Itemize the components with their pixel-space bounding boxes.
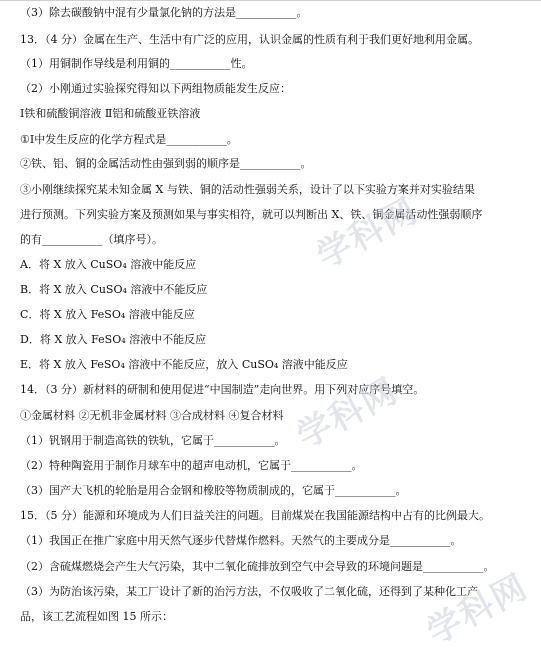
option-d: D．将 X 放入 FeSO₄ 溶液中不能反应 xyxy=(20,333,207,346)
watermark-1: 学科网 xyxy=(310,190,425,277)
option-e: E．将 X 放入 FeSO₄ 溶液中不能反应，放入 CuSO₄ 溶液中能反应 xyxy=(20,358,348,371)
q14-part3: （3）国产大飞机的轮胎是用合金钢和橡胶等物质制成的，它属于___________。 xyxy=(20,484,407,497)
q14-part1: （1）钒钢用于制造高铁的铁轨，它属于___________。 xyxy=(20,434,286,447)
q13-sub3-line1: ③小刚继续探究某未知金属 X 与铁、铜的活动性强弱关系，设计了以下实验方案并对实验结果 xyxy=(20,183,475,196)
q15-stem: 15．（5 分）能源和环境成为人们日益关注的问题。目前煤炭在我国能源结构中占有的比例最大。 xyxy=(20,509,490,522)
q13-sub1: ①Ⅰ中发生反应的化学方程式是___________。 xyxy=(20,133,238,146)
watermark-3: 学科网 xyxy=(420,566,535,653)
q13-part1: （1）用铜制作导线是利用铜的___________性。 xyxy=(20,57,253,70)
q13-sub2: ②铁、铝、铜的金属活动性由强到弱的顺序是___________。 xyxy=(20,157,312,170)
q13-stem: 13．（4 分）金属在生产、生活中有广泛的应用，认识金属的性质有利于我们更好地利用金属。 xyxy=(20,33,479,46)
q12-part3: （3）除去碳酸钠中混有少量氯化钠的方法是___________。 xyxy=(20,6,308,19)
option-c: C．将 X 放入 FeSO₄ 溶液中能反应 xyxy=(20,308,195,321)
watermark-2: 学科网 xyxy=(290,370,405,457)
q14-stem: 14．（3 分）新材料的研制和使用促进“中国制造”走向世界。用下列对应序号填空。 xyxy=(20,383,425,396)
q13-sub3-line3: 的有___________（填序号）。 xyxy=(20,233,163,246)
q14-part2: （2）特种陶瓷用于制作月球车中的超声电动机，它属于___________。 xyxy=(20,459,363,472)
q15-part3-line1: （3）为防治该污染，某工厂设计了新的治污方法，不仅吸收了二氧化硫，还得到了某种化工产 xyxy=(20,585,478,598)
q14-material-types: ①金属材料 ②无机非金属材料 ③合成材料 ④复合材料 xyxy=(20,409,284,422)
q15-part1: （1）我国正在推广家庭中用天然气逐步代替煤作燃料。天然气的主要成分是___________。 xyxy=(20,534,462,547)
q13-sub3-line2: 进行预测。下列实验方案及预测如果与事实相符，就可以判断出 X、铁、铜金属活动性强弱顺序 xyxy=(20,208,483,221)
option-b: B．将 X 放入 CuSO₄ 溶液中不能反应 xyxy=(20,283,208,296)
q13-part2: （2）小刚通过实验探究得知以下两组物质能发生反应： xyxy=(20,82,291,95)
top-rule xyxy=(0,0,541,1)
option-a: A．将 X 放入 CuSO₄ 溶液中能反应 xyxy=(20,258,197,271)
q15-part2: （2）含硫煤燃烧会产生大气污染，其中二氧化硫排放到空气中会导致的环境问题是___________。 xyxy=(20,560,495,573)
q15-part3-line2: 品，该工艺流程如图 15 所示： xyxy=(20,610,173,623)
q13-reaction-groups: Ⅰ铁和硫酸铜溶液 Ⅱ铝和硫酸亚铁溶液 xyxy=(20,107,201,120)
